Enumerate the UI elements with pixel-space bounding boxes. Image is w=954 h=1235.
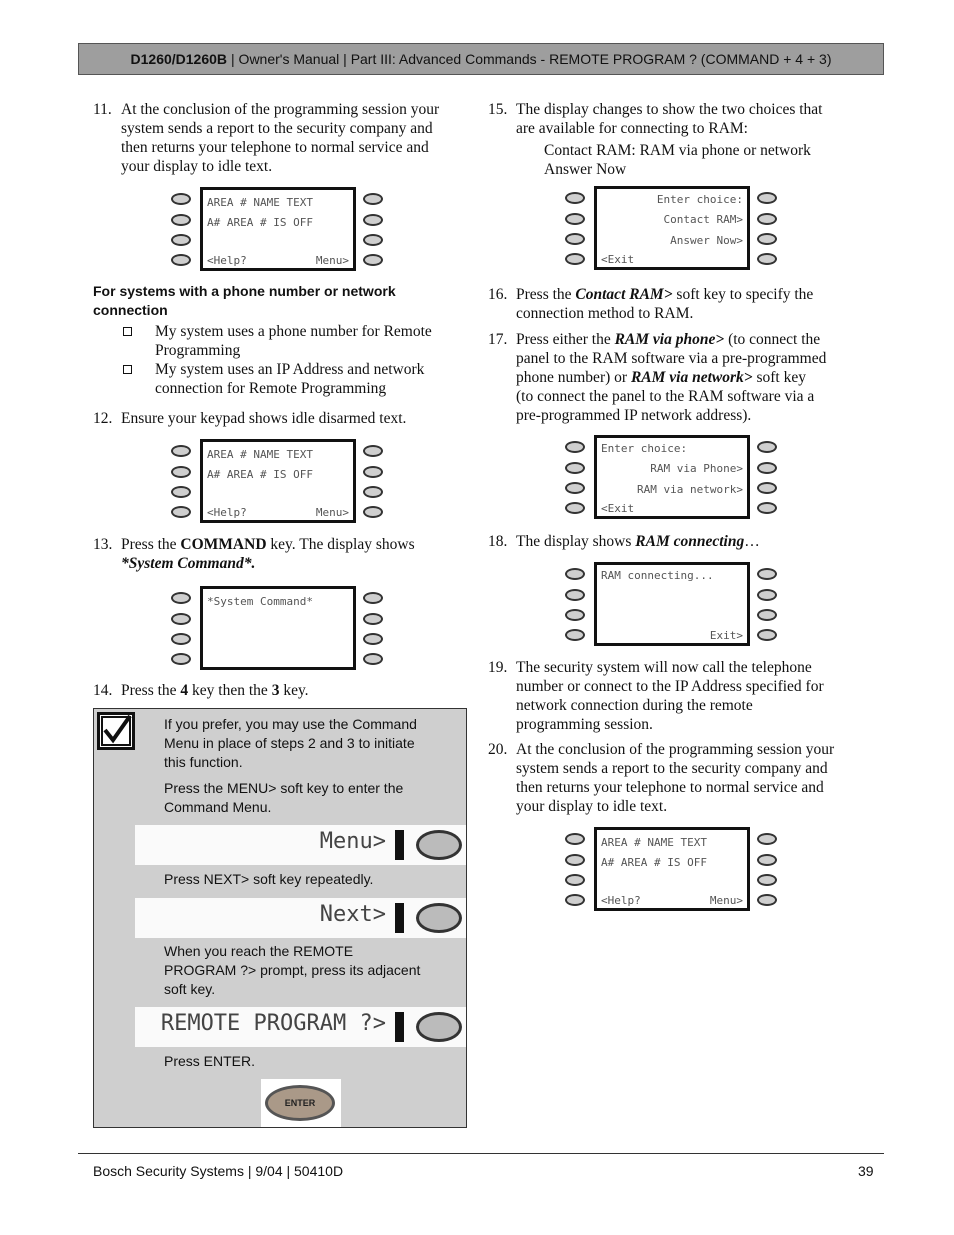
menu-softkey[interactable] [416,830,462,860]
step-17: 17. Press either the RAM via phone> (to connect the panel to the RAM software via a pre-programmed phone number) or RAM via network> soft key (to connect the panel to the RAM software via a pre-programmed IP network address). [488,331,827,424]
next-softkey[interactable] [416,903,462,933]
bullet-phone: My system uses a phone number for Remote Programming [123,322,473,362]
step-16: 16. Press the Contact RAM> soft key to specify the connection method to RAM. [488,286,814,322]
step-12: 12. Ensure your keypad shows idle disarmed text. [93,410,407,427]
keypad-idle-2 [169,437,387,527]
keypad-idle-3 [563,825,781,915]
menu-softkey-strip: Menu> [135,825,466,865]
note-box: If you prefer, you may use the Command Menu in place of steps 2 and 3 to initiate this function. Press the MENU> soft key to enter the Command Menu. Menu> Press NEXT> soft key repeatedly. Next> When you reach the REMOTE PROGRAM ?> prompt, press its adjacent soft key. REMOTE PROGRAM ?> Press ENTER. ENTER [93,708,467,1128]
step-18: 18. The display shows RAM connecting… [488,533,760,550]
footer-divider [78,1153,884,1154]
keypad-display: Enter choice: Contact RAM> Answer Now> <Exit [594,186,750,270]
keypad-display: AREA # NAME TEXT A# AREA # IS OFF <Help? Menu> [200,187,356,271]
header-model: D1260/D1260B [130,51,228,67]
keypad-display: *System Command* [200,586,356,670]
section-heading: For systems with a phone number or network connection [93,283,396,318]
keypad-idle-1 [169,185,387,275]
enter-key[interactable]: ENTER [265,1085,335,1121]
keypad-display: Enter choice: RAM via Phone> RAM via network> <Exit [594,435,750,519]
checkbox-icon [123,365,132,374]
keypad-display: RAM connecting... Exit> [594,562,750,646]
bullet-network: My system uses an IP Address and network connection for Remote Programming [123,360,473,400]
enter-key-image [261,1079,341,1127]
keypad-ram-connecting [563,560,781,650]
keypad-system-command [169,584,387,674]
remote-program-softkey[interactable] [416,1012,462,1042]
step-19: 19. The security system will now call the telephone number or connect to the IP Address specified for network connection during the remote programming session. [488,659,824,733]
next-softkey-strip: Next> [135,898,466,938]
page-header [78,43,884,75]
checkbox-icon [123,327,132,336]
remote-program-softkey-strip: REMOTE PROGRAM ?> [135,1007,466,1047]
header-title: | Owner's Manual | Part III: Advanced Commands - REMOTE PROGRAM ? (COMMAND + 4 + 3) [231,51,832,67]
step-20: 20. At the conclusion of the programming session your system sends a report to the security company and then returns your telephone to normal service and your display to idle text. [488,741,835,815]
step-15: 15. The display changes to show the two choices that are available for connecting to RAM: Contact RAM: RAM via phone or network Answer Now [488,101,823,178]
page-number: 39 [858,1163,874,1179]
step-14: 14. Press the 4 key then the 3 key. [93,682,309,699]
keypad-choice-ram [563,433,781,523]
keypad-display: AREA # NAME TEXT A# AREA # IS OFF <Help? Menu> [200,439,356,523]
keypad-choice-contact [563,184,781,274]
checkmark-icon [97,712,135,750]
footer-text: Bosch Security Systems | 9/04 | 50410D [93,1163,344,1179]
step-11: 11. At the conclusion of the programming session your system sends a report to the security company and then returns your telephone to normal service and your display to idle text. [93,101,440,175]
keypad-display: AREA # NAME TEXT A# AREA # IS OFF <Help? Menu> [594,827,750,911]
step-13: 13. Press the COMMAND key. The display shows *System Command*. [93,536,415,572]
